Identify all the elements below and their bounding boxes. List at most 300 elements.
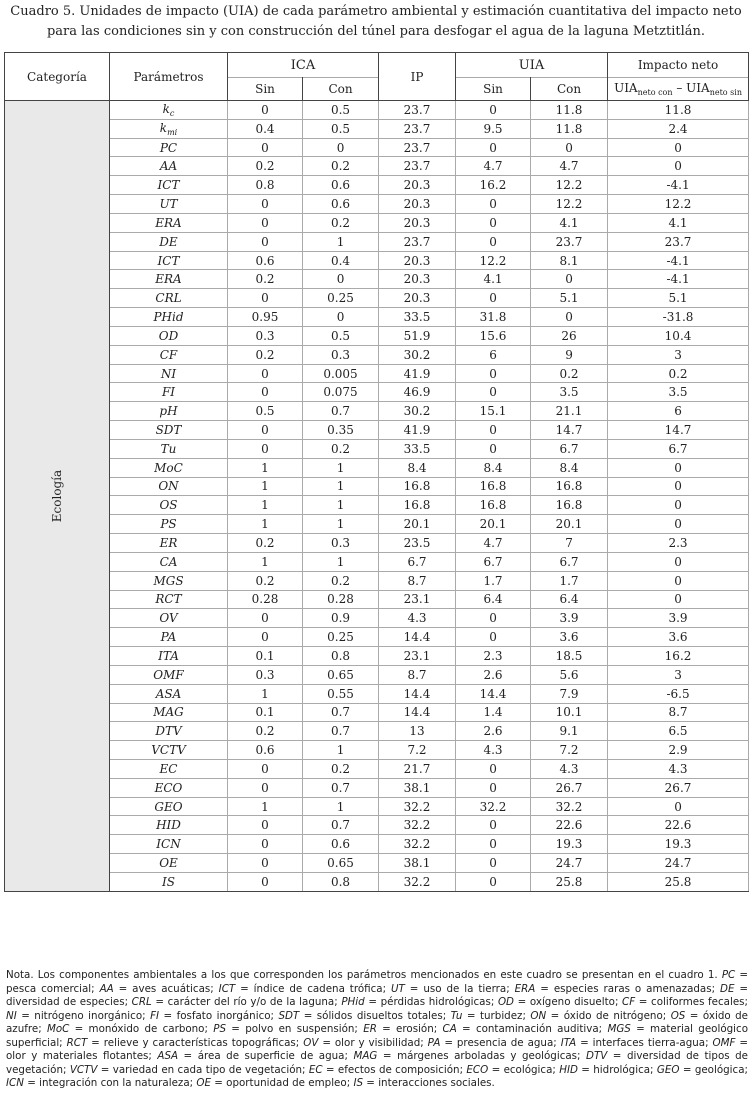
ica-con-cell: 1 (303, 477, 379, 496)
ica-sin-cell: 1 (228, 458, 303, 477)
ip-cell: 16.8 (379, 477, 456, 496)
uia-sin-cell: 0 (456, 289, 531, 308)
uia-sin-cell: 2.3 (456, 647, 531, 666)
uia-sin-cell: 16.8 (456, 496, 531, 515)
ica-con-cell: 0.4 (303, 251, 379, 270)
ica-sin-cell: 0.8 (228, 176, 303, 195)
ip-cell: 23.7 (379, 232, 456, 251)
uia-con-cell: 12.2 (531, 195, 608, 214)
note-text: = óxido de azufre; (6, 1009, 748, 1035)
uia-con-cell: 9 (531, 345, 608, 364)
ica-con-cell: 0.7 (303, 816, 379, 835)
header-parametros: Parámetros (110, 53, 228, 101)
ica-sin-cell: 1 (228, 477, 303, 496)
ip-cell: 20.3 (379, 213, 456, 232)
param-name: UT (159, 197, 178, 212)
header-ica-sin: Sin (228, 78, 303, 101)
header-uia: UIA (456, 53, 608, 78)
ica-sin-cell: 0.2 (228, 270, 303, 289)
table-row (5, 684, 749, 703)
note-text: = diversidad de tipos de vegetación; (6, 1050, 748, 1076)
ip-cell: 8.4 (379, 458, 456, 477)
net-cell: -4.1 (608, 176, 749, 195)
uia-con-cell: 19.3 (531, 835, 608, 854)
uia-sin-cell: 0 (456, 872, 531, 891)
table-caption (0, 2, 752, 42)
net-cell: 22.6 (608, 816, 749, 835)
uia-con-cell: 6.7 (531, 439, 608, 458)
uia-con-cell: 6.7 (531, 552, 608, 571)
param-name: pH (159, 404, 178, 419)
note-text: = presencia de agua; (440, 1036, 561, 1049)
uia-sin-cell: 0 (456, 609, 531, 628)
ica-con-cell: 1 (303, 496, 379, 515)
param-name: ERA (155, 272, 182, 287)
ip-cell: 8.7 (379, 571, 456, 590)
note-text: = interacciones sociales. (363, 1077, 495, 1089)
param-cell (110, 439, 228, 458)
ica-sin-cell: 1 (228, 515, 303, 534)
table-row (5, 364, 749, 383)
note-text: = ecológica; (488, 1063, 560, 1076)
ica-sin-cell: 0.28 (228, 590, 303, 609)
ica-con-cell: 0.55 (303, 684, 379, 703)
param-cell (110, 854, 228, 873)
net-cell: -6.5 (608, 684, 749, 703)
table-note (6, 969, 748, 1091)
category-label: Ecología (49, 469, 64, 523)
table-row (5, 383, 749, 402)
param-cell (110, 138, 228, 157)
param-cell (110, 816, 228, 835)
ica-con-cell: 0.3 (303, 534, 379, 553)
ica-con-cell: 0.28 (303, 590, 379, 609)
uia-sin-cell: 0 (456, 232, 531, 251)
uia-con-cell: 11.8 (531, 101, 608, 120)
table-row (5, 759, 749, 778)
net-cell: 0 (608, 571, 749, 590)
note-text: = coliformes fecales; (635, 996, 749, 1008)
category-cell (5, 101, 110, 892)
net-cell: 0 (608, 590, 749, 609)
note-abbrev: ICT (218, 982, 236, 995)
uia-con-cell: 3.9 (531, 609, 608, 628)
note-abbrev: ERA (514, 982, 536, 995)
uia-con-cell: 5.6 (531, 665, 608, 684)
uia-sin-cell: 0 (456, 759, 531, 778)
table-row (5, 232, 749, 251)
table-row (5, 421, 749, 440)
table-row (5, 665, 749, 684)
note-abbrev: OMF (712, 1036, 736, 1049)
table-row (5, 797, 749, 816)
uia-sin-cell: 0 (456, 383, 531, 402)
header-uia-sin: Sin (456, 78, 531, 101)
table-row (5, 872, 749, 891)
table-row (5, 703, 749, 722)
param-cell (110, 383, 228, 402)
table-row (5, 251, 749, 270)
ip-cell: 14.4 (379, 703, 456, 722)
net-cell: 3 (608, 665, 749, 684)
param-name: RCT (155, 592, 182, 607)
ica-con-cell: 0.65 (303, 665, 379, 684)
net-cell: 10.4 (608, 326, 749, 345)
uia-con-cell: 3.6 (531, 628, 608, 647)
ip-cell: 20.3 (379, 289, 456, 308)
ica-con-cell: 0.2 (303, 759, 379, 778)
ica-con-cell: 1 (303, 741, 379, 760)
ip-cell: 38.1 (379, 778, 456, 797)
note-abbrev: EC (308, 1063, 323, 1076)
uia-sin-cell: 15.1 (456, 402, 531, 421)
note-text: = fosfato inorgánico; (159, 1009, 279, 1022)
uia-sin-cell: 6 (456, 345, 531, 364)
net-cell: 14.7 (608, 421, 749, 440)
note-abbrev: NI (6, 1009, 17, 1022)
note-abbrev: ICN (6, 1077, 24, 1089)
net-cell: 0 (608, 496, 749, 515)
uia-sin-cell: 0 (456, 778, 531, 797)
table-row (5, 289, 749, 308)
param-cell (110, 421, 228, 440)
uia-sin-cell: 6.4 (456, 590, 531, 609)
param-name: PA (160, 630, 177, 645)
net-cell: 3.5 (608, 383, 749, 402)
net-cell: 24.7 (608, 854, 749, 873)
ica-sin-cell: 0.2 (228, 571, 303, 590)
table-row (5, 816, 749, 835)
note-abbrev: CRL (131, 996, 152, 1008)
note-text: = efectos de composición; (322, 1063, 467, 1076)
uia-sin-cell: 0 (456, 628, 531, 647)
ica-con-cell: 0.25 (303, 289, 379, 308)
table-row (5, 458, 749, 477)
net-cell: 26.7 (608, 778, 749, 797)
note-abbrev: DTV (586, 1050, 608, 1062)
note-abbrev: SDT (278, 1009, 300, 1022)
note-text: = olor y visibilidad; (318, 1036, 428, 1049)
note-abbrev: ITA (560, 1036, 577, 1049)
param-name: k (162, 101, 170, 116)
note-abbrev: RCT (66, 1036, 88, 1049)
net-cell: 2.4 (608, 119, 749, 138)
ip-cell: 23.5 (379, 534, 456, 553)
net-cell: 6.7 (608, 439, 749, 458)
ica-con-cell: 0.7 (303, 402, 379, 421)
note-text: = oxígeno disuelto; (514, 996, 623, 1008)
uia-sin-cell: 32.2 (456, 797, 531, 816)
param-name: SDT (155, 422, 182, 437)
note-text: = carácter del río y/o de la laguna; (151, 996, 342, 1008)
uia-con-cell: 18.5 (531, 647, 608, 666)
param-name: IS (162, 874, 175, 889)
net-cell: 0 (608, 797, 749, 816)
param-subscript: mi (167, 127, 178, 137)
ip-cell: 30.2 (379, 402, 456, 421)
param-cell (110, 684, 228, 703)
table-row (5, 647, 749, 666)
note-abbrev: HID (559, 1063, 578, 1076)
note-text: = integración con la naturaleza; (23, 1077, 197, 1089)
ica-con-cell: 0 (303, 308, 379, 327)
param-name: ERA (155, 215, 182, 230)
param-name: VCTV (151, 743, 186, 758)
ica-sin-cell: 0.6 (228, 741, 303, 760)
uia-con-cell: 16.8 (531, 496, 608, 515)
ica-con-cell: 0.65 (303, 854, 379, 873)
ica-sin-cell: 0 (228, 138, 303, 157)
table-row (5, 778, 749, 797)
ica-sin-cell: 0 (228, 816, 303, 835)
ica-sin-cell: 0 (228, 101, 303, 120)
ip-cell: 33.5 (379, 439, 456, 458)
ica-con-cell: 1 (303, 552, 379, 571)
note-abbrev: ON (530, 1009, 547, 1022)
uia-con-cell: 7 (531, 534, 608, 553)
table-row (5, 176, 749, 195)
uia-con-cell: 4.1 (531, 213, 608, 232)
note-text: = índice de cadena trófica; (235, 982, 392, 995)
ica-sin-cell: 0 (228, 872, 303, 891)
param-cell (110, 195, 228, 214)
param-name: GEO (154, 799, 183, 814)
net-cell: 3 (608, 345, 749, 364)
note-abbrev: UT (391, 982, 405, 995)
note-abbrev: Tu (450, 1009, 463, 1022)
param-cell (110, 364, 228, 383)
ip-cell: 23.7 (379, 101, 456, 120)
uia-con-cell: 4.7 (531, 157, 608, 176)
caption-line-2: para las condiciones sin y con construcción del túnel para desfogar el agua de la laguna Metztitlán. (46, 24, 706, 39)
uia-con-cell: 6.4 (531, 590, 608, 609)
net-cell: 8.7 (608, 703, 749, 722)
impact-table (4, 52, 749, 892)
param-name: ICN (156, 837, 181, 852)
uia-con-cell: 26 (531, 326, 608, 345)
net-cell: 0 (608, 157, 749, 176)
param-cell (110, 345, 228, 364)
param-cell (110, 119, 228, 138)
param-name: ICT (157, 253, 180, 268)
uia-sin-cell: 31.8 (456, 308, 531, 327)
param-cell (110, 778, 228, 797)
ip-cell: 20.3 (379, 270, 456, 289)
table-row (5, 157, 749, 176)
formula-uia-1: UIA (614, 81, 638, 95)
note-abbrev: ECO (466, 1063, 489, 1076)
uia-sin-cell: 1.7 (456, 571, 531, 590)
param-name: ON (158, 479, 179, 494)
ica-sin-cell: 1 (228, 684, 303, 703)
note-abbrev: VCTV (69, 1063, 98, 1076)
ip-cell: 7.2 (379, 741, 456, 760)
param-cell (110, 326, 228, 345)
ip-cell: 23.7 (379, 157, 456, 176)
ica-sin-cell: 0 (228, 609, 303, 628)
param-cell (110, 665, 228, 684)
param-name: AA (159, 159, 178, 174)
ica-con-cell: 0.5 (303, 101, 379, 120)
ip-cell: 38.1 (379, 854, 456, 873)
ica-sin-cell: 0 (228, 439, 303, 458)
ica-con-cell: 0.2 (303, 439, 379, 458)
net-cell: 23.7 (608, 232, 749, 251)
note-abbrev: CF (622, 996, 636, 1008)
table-row (5, 345, 749, 364)
note-text: = márgenes arboladas y geológicas; (377, 1050, 587, 1062)
param-cell (110, 628, 228, 647)
ica-con-cell: 0.3 (303, 345, 379, 364)
ip-cell: 33.5 (379, 308, 456, 327)
ica-sin-cell: 0.3 (228, 326, 303, 345)
net-cell: -4.1 (608, 270, 749, 289)
ica-sin-cell: 0 (228, 213, 303, 232)
ip-cell: 30.2 (379, 345, 456, 364)
ip-cell: 32.2 (379, 797, 456, 816)
uia-con-cell: 10.1 (531, 703, 608, 722)
table-header (5, 53, 749, 101)
table-row (5, 515, 749, 534)
note-text: = óxido de nitrógeno; (546, 1009, 671, 1022)
ica-con-cell: 0.075 (303, 383, 379, 402)
note-text: = pérdidas hidrológicas; (364, 996, 498, 1008)
ip-cell: 6.7 (379, 552, 456, 571)
ica-con-cell: 0.5 (303, 326, 379, 345)
note-text: = aves acuáticas; (113, 982, 219, 995)
ip-cell: 41.9 (379, 364, 456, 383)
uia-sin-cell: 15.6 (456, 326, 531, 345)
ip-cell: 14.4 (379, 628, 456, 647)
note-abbrev: IS (353, 1077, 364, 1089)
uia-con-cell: 8.1 (531, 251, 608, 270)
table-row (5, 213, 749, 232)
note-abbrev: OV (303, 1036, 319, 1049)
note-text: = variedad en cada tipo de vegetación; (97, 1063, 309, 1076)
note-text: = contaminación auditiva; (456, 1023, 608, 1035)
table-row (5, 741, 749, 760)
note-abbrev: MoC (46, 1023, 70, 1035)
ip-cell: 23.1 (379, 590, 456, 609)
ica-sin-cell: 1 (228, 496, 303, 515)
uia-con-cell: 0 (531, 138, 608, 157)
net-cell: 0 (608, 552, 749, 571)
note-text: Nota. Los componentes ambientales a los que corresponden los parámetros mencionados en este cuadro se presentan en el cuadro 1. (6, 969, 722, 981)
uia-con-cell: 25.8 (531, 872, 608, 891)
ica-sin-cell: 1 (228, 552, 303, 571)
uia-sin-cell: 0 (456, 439, 531, 458)
uia-con-cell: 3.5 (531, 383, 608, 402)
table-row (5, 628, 749, 647)
ip-cell: 13 (379, 722, 456, 741)
uia-sin-cell: 0 (456, 816, 531, 835)
net-cell: 0 (608, 515, 749, 534)
uia-con-cell: 8.4 (531, 458, 608, 477)
note-abbrev: PS (213, 1023, 226, 1035)
uia-con-cell: 32.2 (531, 797, 608, 816)
formula-sub-2: neto sin (709, 88, 742, 97)
param-name: OMF (153, 667, 184, 682)
uia-con-cell: 23.7 (531, 232, 608, 251)
header-ica: ICA (228, 53, 379, 78)
ica-con-cell: 0.35 (303, 421, 379, 440)
net-cell: 2.3 (608, 534, 749, 553)
note-text: = diversidad de especies; (6, 982, 749, 1008)
param-name: DE (159, 234, 178, 249)
note-text: = turbidez; (462, 1009, 531, 1022)
ica-con-cell: 0 (303, 138, 379, 157)
note-text: = material geológico superficial; (6, 1023, 748, 1049)
param-name: ICT (157, 178, 180, 193)
net-cell: 11.8 (608, 101, 749, 120)
ica-con-cell: 0.9 (303, 609, 379, 628)
ica-sin-cell: 0.2 (228, 157, 303, 176)
param-name: ASA (155, 686, 182, 701)
note-abbrev: GEO (656, 1063, 680, 1076)
net-cell: -31.8 (608, 308, 749, 327)
param-cell (110, 232, 228, 251)
ip-cell: 20.3 (379, 251, 456, 270)
net-cell: 0 (608, 138, 749, 157)
ica-sin-cell: 0.3 (228, 665, 303, 684)
uia-sin-cell: 6.7 (456, 552, 531, 571)
ica-sin-cell: 0 (228, 289, 303, 308)
param-cell (110, 552, 228, 571)
param-name: OD (158, 328, 179, 343)
uia-con-cell: 7.2 (531, 741, 608, 760)
ica-sin-cell: 0.2 (228, 534, 303, 553)
uia-con-cell: 0 (531, 308, 608, 327)
uia-sin-cell: 4.7 (456, 157, 531, 176)
param-cell (110, 213, 228, 232)
param-name: EC (159, 761, 178, 776)
note-abbrev: OS (670, 1009, 686, 1022)
note-abbrev: CA (442, 1023, 457, 1035)
param-subscript: c (169, 108, 175, 118)
uia-con-cell: 20.1 (531, 515, 608, 534)
table-row (5, 534, 749, 553)
ica-sin-cell: 0.2 (228, 722, 303, 741)
param-cell (110, 797, 228, 816)
ica-con-cell: 0.2 (303, 213, 379, 232)
uia-sin-cell: 0 (456, 213, 531, 232)
param-cell (110, 289, 228, 308)
ip-cell: 51.9 (379, 326, 456, 345)
ica-sin-cell: 0 (228, 195, 303, 214)
param-name: MGS (153, 573, 184, 588)
uia-sin-cell: 0 (456, 195, 531, 214)
note-abbrev: ER (363, 1023, 377, 1035)
ica-sin-cell: 0 (228, 759, 303, 778)
param-cell (110, 251, 228, 270)
uia-sin-cell: 2.6 (456, 722, 531, 741)
ip-cell: 23.1 (379, 647, 456, 666)
note-abbrev: FI (150, 1009, 160, 1022)
param-name: ECO (154, 780, 183, 795)
ica-sin-cell: 0 (228, 835, 303, 854)
ip-cell: 23.7 (379, 119, 456, 138)
uia-sin-cell: 0 (456, 364, 531, 383)
param-cell (110, 515, 228, 534)
uia-sin-cell: 0 (456, 101, 531, 120)
ica-sin-cell: 0 (228, 232, 303, 251)
ica-sin-cell: 0 (228, 383, 303, 402)
note-text: = interfaces tierra-agua; (576, 1036, 713, 1049)
uia-sin-cell: 8.4 (456, 458, 531, 477)
ica-con-cell: 0.2 (303, 571, 379, 590)
ica-sin-cell: 0.1 (228, 647, 303, 666)
uia-sin-cell: 9.5 (456, 119, 531, 138)
